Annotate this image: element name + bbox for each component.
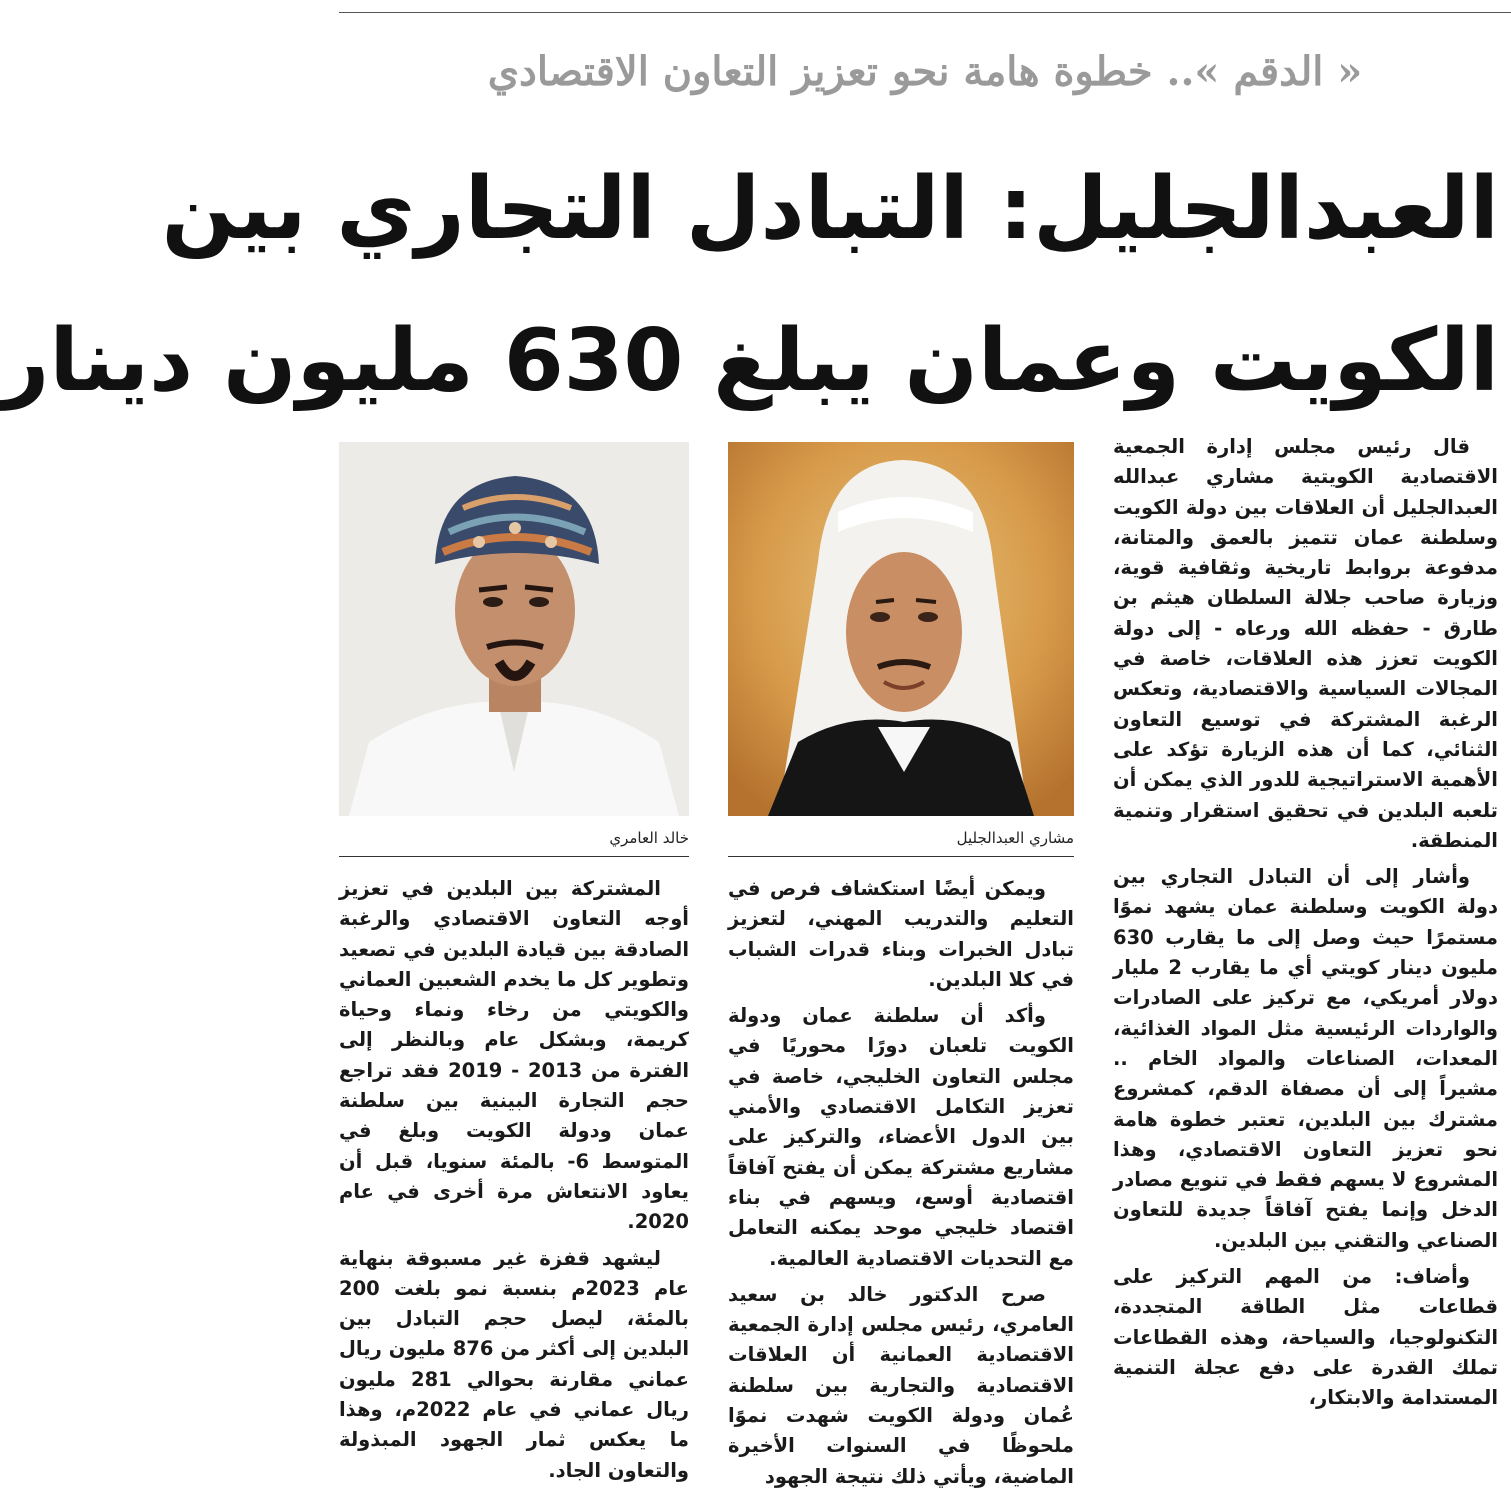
paragraph: قال رئيس مجلس إدارة الجمعية الاقتصادية الكويتية مشاري عبدالله العبدالجليل أن العلاقات بين دولة الكويت وسلطنة عمان تتميز بالعمق والمتانة، مدفوعة بروابط تاريخية وثقافية قوية، وزيارة صاحب جلالة السلطان هيثم بن طارق - حفظه الله ورعاه - إلى دولة الكويت تعزز هذه العلاقات، خاصة في المجالات السياسية والاقتصادية، وتعكس الرغبة المشتركة في توسيع التعاون الثنائي، كما أن هذه الزيارة تؤكد على الأهمية الاستراتيجية للدور الذي يمكن أن تلعبه البلدين في تحقيق استقرار وتنمية المنطقة. — [1113, 435, 1498, 852]
kicker-subheadline: « الدقم ».. خطوة هامة نحو تعزيز التعاون الاقتصادي — [487, 48, 1363, 95]
photo-mishari-alabduljalil — [728, 442, 1074, 816]
caption-middle: مشاري العبدالجليل — [956, 829, 1074, 847]
paragraph: ويمكن أيضًا استكشاف فرص في التعليم والتدريب المهني، لتعزيز تبادل الخبرات وبناء قدرات الشباب في كلا البلدين. — [728, 877, 1074, 991]
photo-khalid-alamri — [339, 442, 689, 816]
caption-rule — [339, 856, 689, 857]
paragraph: صرح الدكتور خالد بن سعيد العامري، رئيس مجلس إدارة الجمعية الاقتصادية العمانية أن العلاقات الاقتصادية والتجارية بين سلطنة عُمان ودولة الكويت شهدت نموًا ملحوظًا في السنوات الأخيرة الماضية، ويأتي ذلك نتيجة الجهود — [728, 1282, 1074, 1488]
headline-line-1: العبدالجليل: التبادل التجاري بين — [161, 159, 1499, 259]
top-rule — [339, 12, 1511, 13]
paragraph: وأشار إلى أن التبادل التجاري بين دولة الكويت وسلطنة عمان يشهد نموًا مستمرًا حيث وصل إلى ما يقارب 630 مليون دينار كويتي أي ما يقارب 2 مليار دولار أمريكي، مع تركيز على الصادرات والواردات الرئيسية مثل المواد الغذائية، المعدات، الصناعات والمواد الخام .. مشيراً إلى أن مصفاة الدقم، كمشروع مشترك بين البلدين، تعتبر خطوة هامة نحو تعزيز التعاون الاقتصادي، وهذا المشروع لا يسهم فقط في تنويع مصادر الدخل وإنما يفتح آفاقاً جديدة للتعاون الصناعي والتقني بين البلدين. — [1113, 865, 1498, 1252]
paragraph: ليشهد قفزة غير مسبوقة بنهاية عام 2023م بنسبة نمو بلغت 200 بالمئة، ليصل حجم التبادل بين البلدين إلى أكثر من 876 مليون ريال عماني مقارنة بحوالي 281 مليون ريال عماني في عام 2022م، وهذا ما يعكس ثمار الجهود المبذولة والتعاون الجاد. — [339, 1246, 689, 1482]
headline-line-2: الكويت وعمان يبلغ 630 مليون دينار — [0, 311, 1499, 411]
caption-left: خالد العامري — [609, 829, 689, 847]
article-column-middle — [728, 874, 1074, 1488]
article-column-left — [339, 874, 689, 1482]
paragraph: المشتركة بين البلدين في تعزيز أوجه التعاون الاقتصادي والرغبة الصادقة بين قيادة البلدين في تصعيد وتطوير كل ما يخدم الشعبين العماني والكويتي من رخاء ونماء وحياة كريمة، وبشكل عام وبالنظر إلى الفترة من 2013 - 2019 فقد تراجع حجم التجارة البينية بين سلطنة عمان ودولة الكويت وبلغ في المتوسط 6- بالمئة سنويا، قبل أن يعاود الانتعاش مرة أخرى في عام 2020. — [339, 877, 689, 1234]
paragraph: وأكد أن سلطنة عمان ودولة الكويت تلعبان دورًا محوريًا في مجلس التعاون الخليجي، خاصة في تعزيز التكامل الاقتصادي والأمني بين الدول الأعضاء، والتركيز على مشاريع مشتركة يمكن أن يفتح آفاقاً اقتصادية أوسع، ويسهم في بناء اقتصاد خليجي موحد يمكنه التعامل مع التحديات الاقتصادية العالمية. — [728, 1004, 1074, 1270]
article-column-right — [1113, 432, 1498, 1422]
paragraph: وأضاف: من المهم التركيز على قطاعات مثل الطاقة المتجددة، التكنولوجيا، والسياحة، وهذه القطاعات تملك القدرة على دفع عجلة التنمية المستدامة والابتكار، — [1113, 1265, 1498, 1410]
caption-rule — [728, 856, 1074, 857]
